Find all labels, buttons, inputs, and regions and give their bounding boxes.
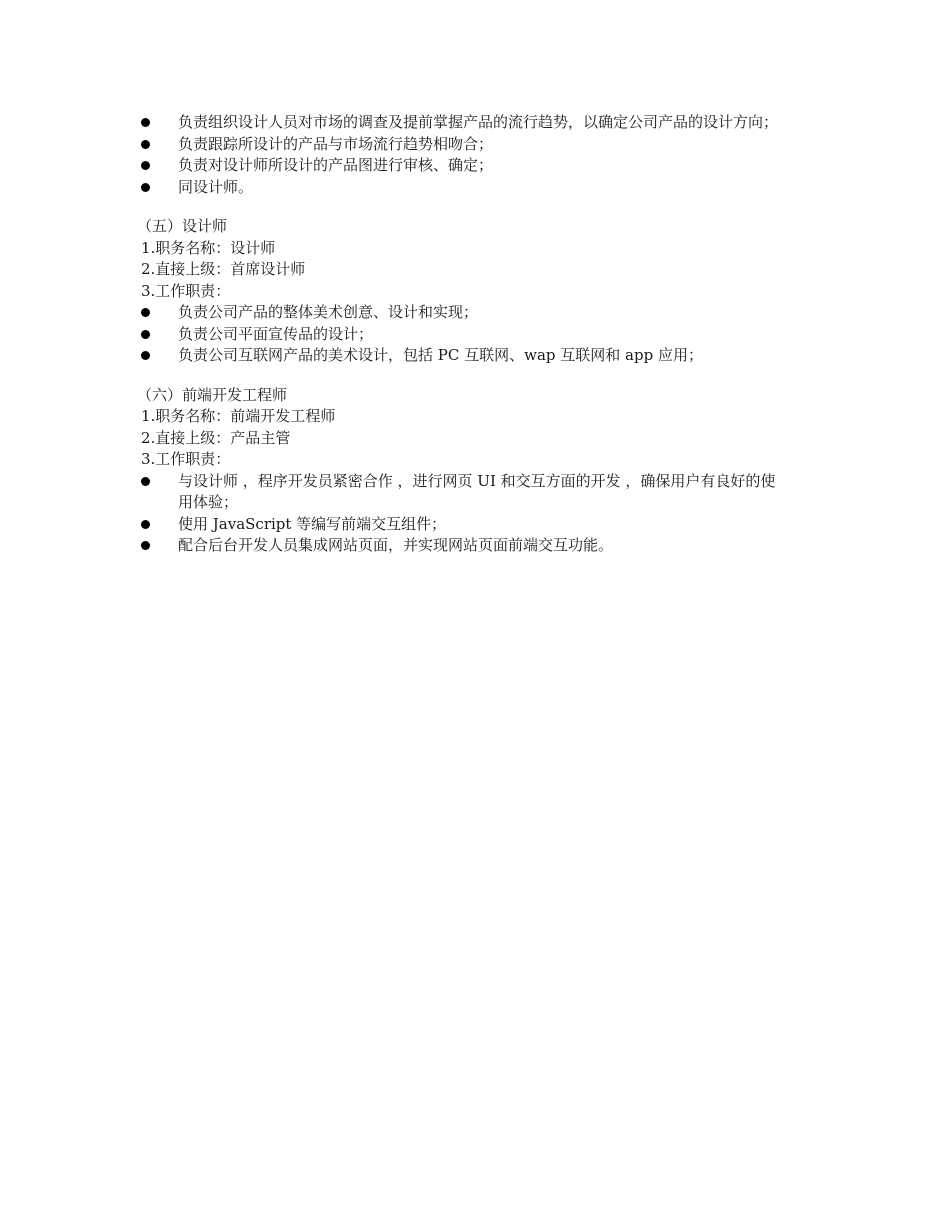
duties-label: 3.工作职责： — [141, 281, 231, 300]
section-designer — [137, 216, 821, 367]
document-page — [137, 112, 821, 557]
bullet-icon — [141, 308, 150, 317]
list-item: 使用 JavaScript 等编写前端交互组件； — [141, 514, 821, 536]
list-item: 负责公司平面宣传品的设计； — [141, 324, 821, 346]
job-title-line: 1.职务名称：前端开发工程师 — [141, 407, 336, 425]
bullet-icon — [141, 477, 150, 486]
list-item: 负责跟踪所设计的产品与市场流行趋势相吻合； — [141, 134, 821, 156]
supervisor-line: 2.直接上级：产品主管 — [141, 428, 291, 447]
duties-label: 3.工作职责： — [141, 450, 231, 468]
section-duties-continued — [141, 112, 821, 198]
section-heading: （六）前端开发工程师 — [137, 385, 288, 404]
list-item: 负责公司产品的整体美术创意、设计和实现； — [141, 302, 821, 324]
bullet-icon — [141, 183, 150, 192]
section-heading: （五）设计师 — [137, 217, 228, 235]
list-item: 与设计师 ，程序开发员紧密合作 ，进行网页 UI 和交互方面的开发 ，确保用户有良好的使用体验； — [141, 471, 788, 514]
list-item: 配合后台开发人员集成网站页面，并实现网站页面前端交互功能。 — [141, 535, 821, 557]
list-item: 同设计师。 — [141, 177, 821, 199]
list-item: 负责公司互联网产品的美术设计，包括 PC 互联网、wap 互联网和 app 应用； — [141, 345, 821, 367]
bullet-icon — [141, 541, 150, 550]
supervisor-line: 2.直接上级：首席设计师 — [141, 260, 306, 278]
job-title-line: 1.职务名称：设计师 — [141, 238, 276, 257]
bullet-icon — [141, 520, 150, 529]
bullet-icon — [141, 351, 150, 360]
list-item: 负责对设计师所设计的产品图进行审核、确定； — [141, 155, 821, 177]
bullet-icon — [141, 161, 150, 170]
bullet-icon — [141, 118, 150, 127]
list-item: 负责组织设计人员对市场的调查及提前掌握产品的流行趋势，以确定公司产品的设计方向； — [141, 112, 821, 134]
section-frontend-engineer — [137, 385, 821, 557]
bullet-icon — [141, 140, 150, 149]
bullet-icon — [141, 330, 150, 339]
